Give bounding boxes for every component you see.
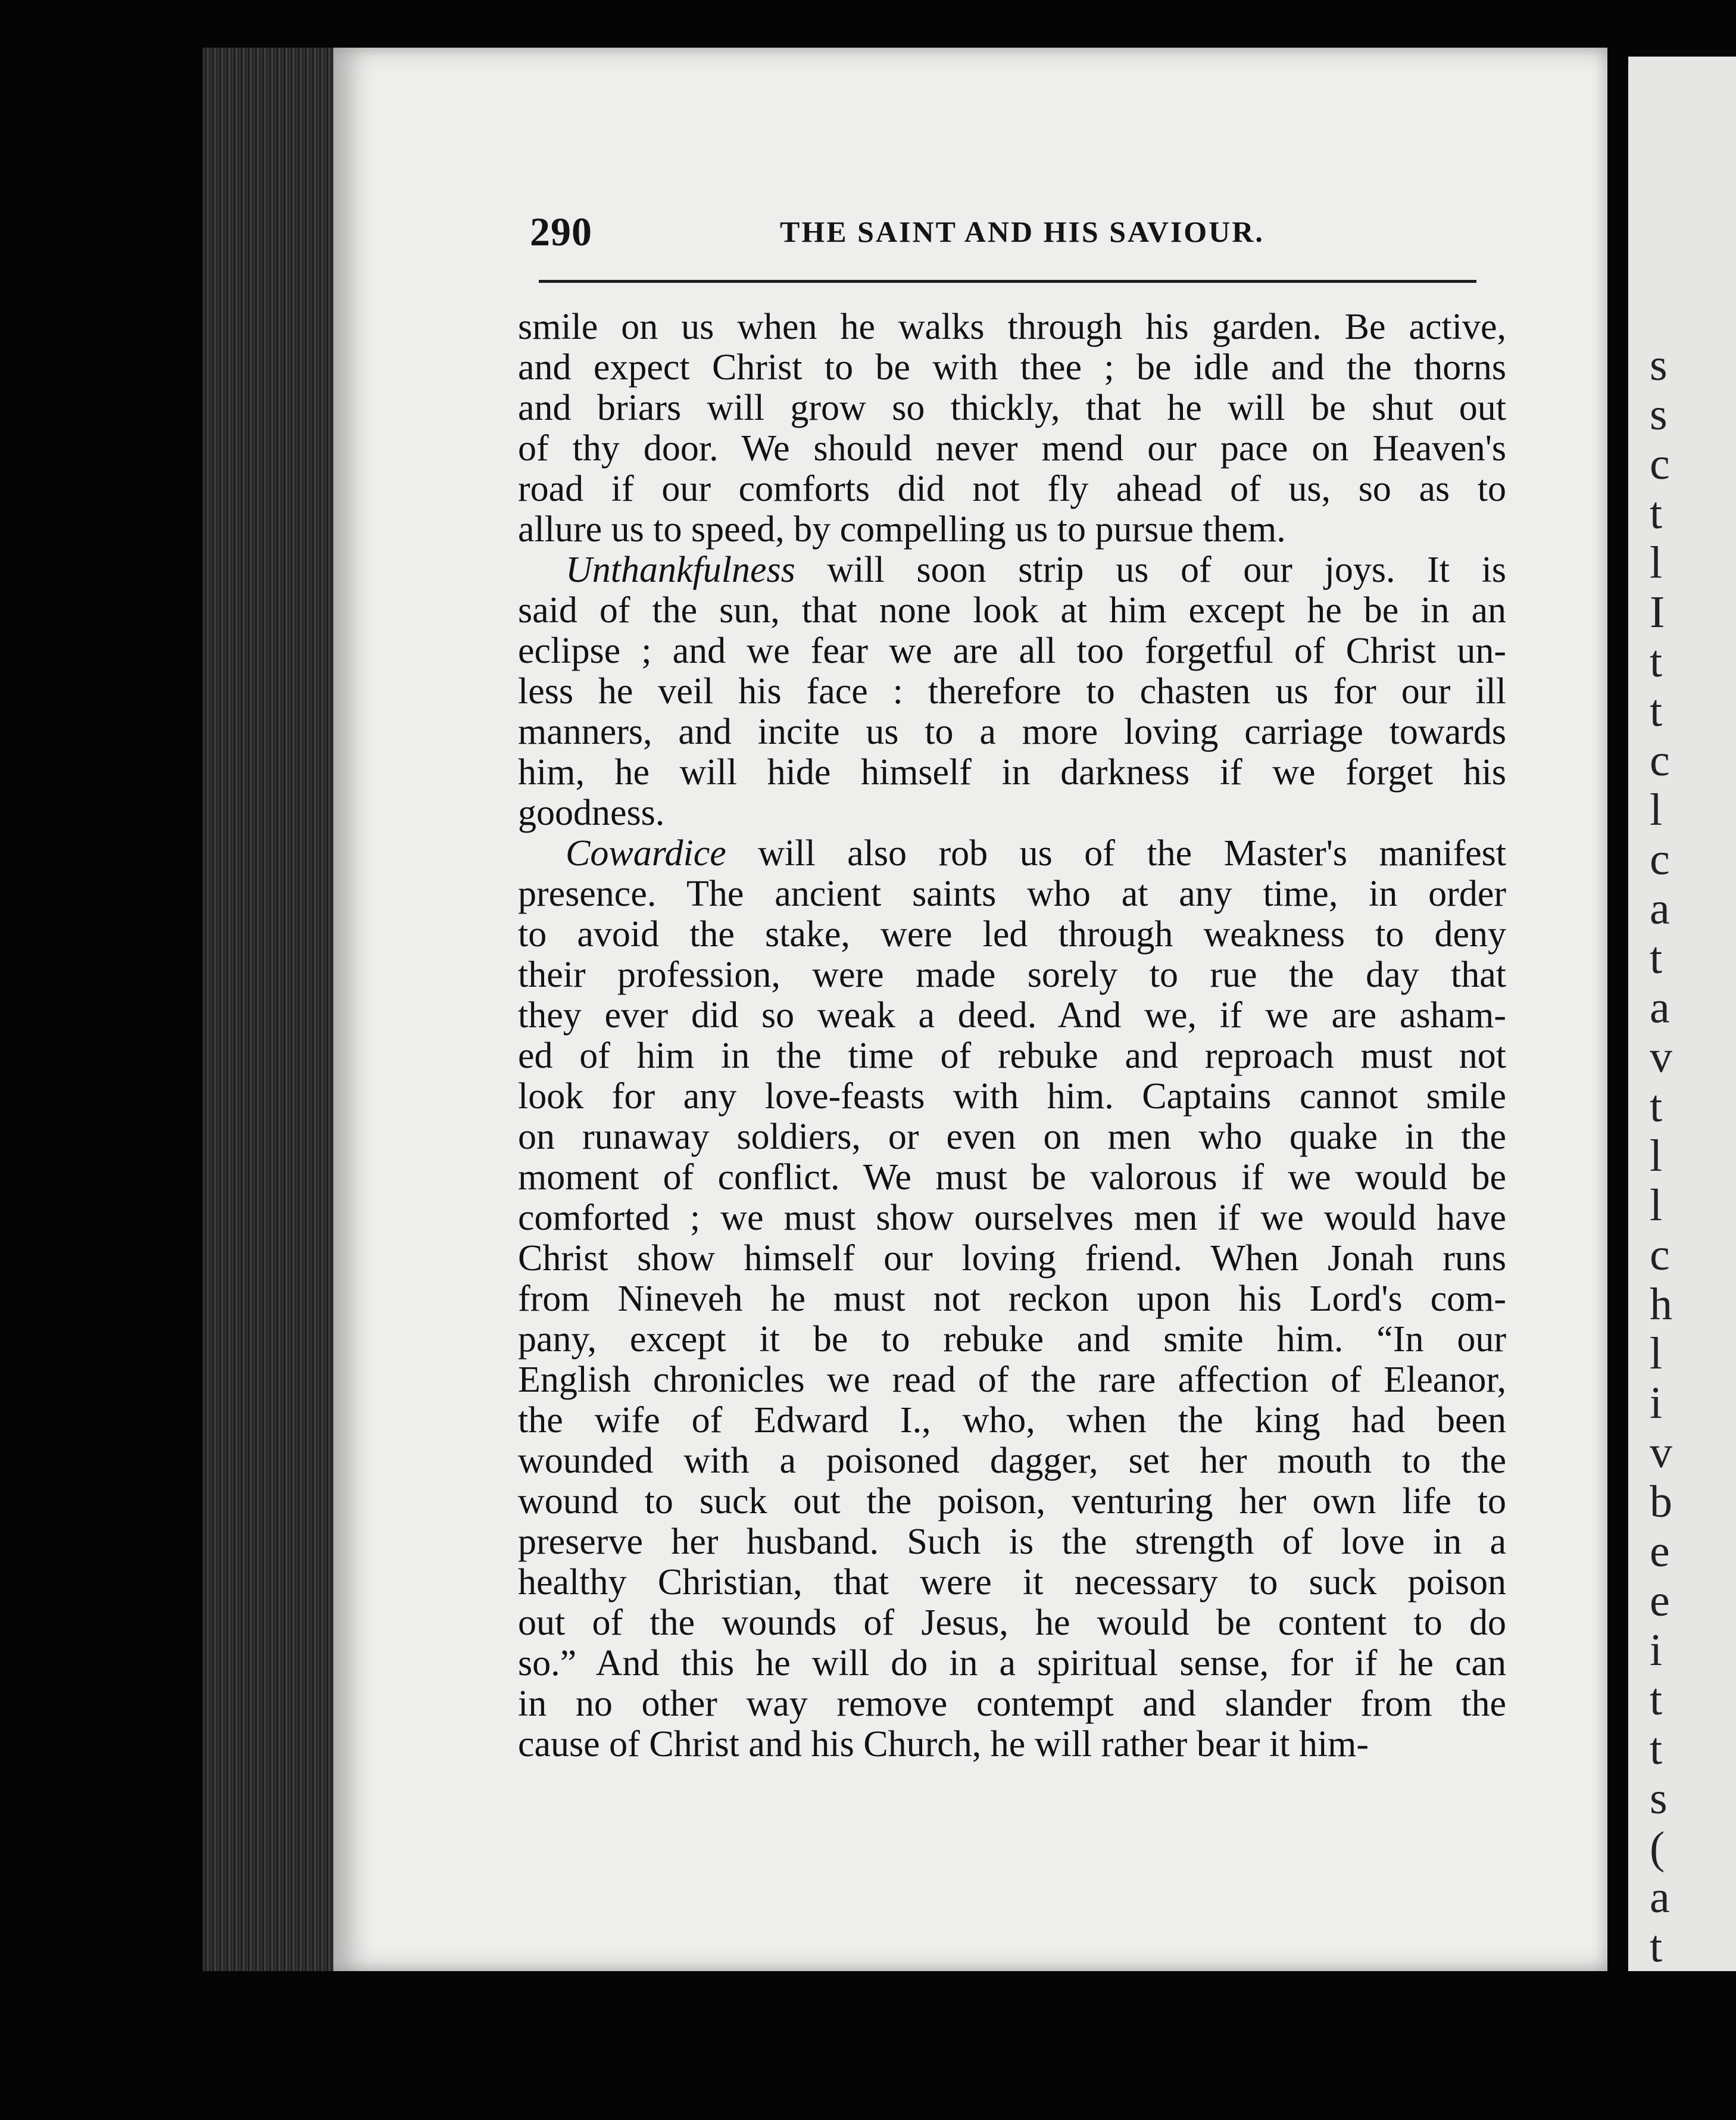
- facing-page-fragment: s: [1650, 1773, 1668, 1823]
- text-line: comforted ; we must show ourselves men if we would have: [518, 1198, 1506, 1238]
- page-number: 290: [530, 209, 592, 254]
- text-line: and briars will grow so thickly, that he will be shut out: [518, 388, 1506, 428]
- italic-lead-word: Unthankfulness: [566, 550, 795, 590]
- facing-page-fragment: I: [1650, 587, 1665, 637]
- text-line: and expect Christ to be with thee ; be idle and the thorns: [518, 347, 1506, 388]
- facing-page-fragment: s: [1650, 389, 1668, 439]
- text-line: the wife of Edward I., who, when the king had been: [518, 1400, 1506, 1441]
- facing-page-fragment: t: [1650, 1675, 1663, 1725]
- facing-page-fragment: i: [1650, 1378, 1663, 1428]
- facing-page-fragment: b: [1650, 1477, 1672, 1527]
- facing-page-fragment: e: [1650, 1526, 1670, 1576]
- facing-page-fragment: t: [1650, 933, 1663, 983]
- italic-lead-word: Cowardice: [566, 833, 726, 874]
- text-line: of thy door. We should never mend our pace on Heaven's: [518, 428, 1506, 469]
- text-line: look for any love-feasts with him. Captains cannot smile: [518, 1076, 1506, 1117]
- facing-page-fragment: l: [1650, 538, 1663, 588]
- text-line-rest: will soon strip us of our joys. It is: [795, 550, 1506, 590]
- facing-page-fragment: c: [1650, 1230, 1670, 1280]
- text-line: goodness.: [518, 793, 665, 833]
- text-line: preserve her husband. Such is the strength of love in a: [518, 1522, 1506, 1562]
- text-line: out of the wounds of Jesus, he would be content to do: [518, 1603, 1506, 1643]
- facing-page-fragment: a: [1650, 1872, 1670, 1922]
- facing-page-fragment: l: [1650, 1131, 1663, 1181]
- paragraph: [518, 833, 1506, 1764]
- text-line: allure us to speed, by compelling us to pursue them.: [518, 509, 1286, 550]
- facing-page-fragment: t: [1650, 686, 1663, 736]
- facing-page-fragment: e: [1650, 1576, 1670, 1626]
- facing-page-fragment: v: [1650, 1427, 1672, 1477]
- facing-page-fragment: t: [1650, 1081, 1663, 1131]
- text-line: ed of him in the time of rebuke and reproach must not: [518, 1036, 1506, 1076]
- paragraph: [518, 307, 1506, 550]
- text-line: to avoid the stake, were led through weakness to deny: [518, 914, 1506, 955]
- text-line-rest: will also rob us of the Master's manifest: [726, 833, 1506, 874]
- paragraph: [518, 550, 1506, 833]
- facing-page-fragment: h: [1650, 1279, 1672, 1329]
- page-edge-stack: [202, 48, 348, 1971]
- facing-page-strip: [1628, 57, 1736, 1971]
- text-line: wounded with a poisoned dagger, set her mouth to the: [518, 1441, 1506, 1481]
- body-text: [518, 307, 1506, 1819]
- text-line: less he veil his face : therefore to chasten us for our ill: [518, 671, 1506, 712]
- text-line: presence. The ancient saints who at any time, in order: [518, 874, 1506, 914]
- text-line: wound to suck out the poison, venturing her own life to: [518, 1481, 1506, 1522]
- facing-page-fragment: a: [1650, 884, 1670, 934]
- text-line: smile on us when he walks through his garden. Be active,: [518, 307, 1506, 347]
- page-header: [530, 208, 1476, 268]
- text-line: their profession, were made sorely to rue the day that: [518, 955, 1506, 995]
- facing-page-fragment: a: [1650, 983, 1670, 1033]
- text-line: him, he will hide himself in darkness if we forget his: [518, 752, 1506, 793]
- facing-page-fragment: l: [1650, 785, 1663, 835]
- facing-page-fragment: t: [1650, 1922, 1663, 1972]
- text-line: moment of conflict. We must be valorous if we would be: [518, 1157, 1506, 1198]
- text-line: cause of Christ and his Church, he will rather bear it him-: [518, 1724, 1369, 1764]
- text-line: road if our comforts did not fly ahead of us, so as to: [518, 469, 1506, 509]
- facing-page-fragment: (: [1650, 1823, 1665, 1873]
- facing-page-fragment: c: [1650, 735, 1670, 785]
- text-line: Christ show himself our loving friend. When Jonah runs: [518, 1238, 1506, 1279]
- text-line: in no other way remove contempt and slander from the: [518, 1683, 1506, 1724]
- text-line: manners, and incite us to a more loving carriage towards: [518, 712, 1506, 752]
- text-line: healthy Christian, that were it necessary to suck poison: [518, 1562, 1506, 1603]
- facing-page-fragment: c: [1650, 834, 1670, 884]
- text-line: from Nineveh he must not reckon upon his Lord's com-: [518, 1279, 1506, 1319]
- facing-page-fragment: t: [1650, 637, 1663, 687]
- facing-page-fragment: l: [1650, 1329, 1663, 1379]
- facing-page-fragment: t: [1650, 1724, 1663, 1774]
- facing-page-fragment: c: [1650, 439, 1670, 489]
- text-line: [518, 833, 1506, 874]
- text-line: eclipse ; and we fear we are all too forgetful of Christ un-: [518, 631, 1506, 671]
- text-line: said of the sun, that none look at him except he be in an: [518, 590, 1506, 631]
- header-rule: [539, 280, 1476, 283]
- text-line: on runaway soldiers, or even on men who quake in the: [518, 1117, 1506, 1157]
- running-title: THE SAINT AND HIS SAVIOUR.: [780, 215, 1264, 248]
- facing-page-fragment: l: [1650, 1180, 1663, 1230]
- text-line: they ever did so weak a deed. And we, if we are asham-: [518, 995, 1506, 1036]
- text-line: English chronicles we read of the rare affection of Eleanor,: [518, 1360, 1506, 1400]
- text-line: so.” And this he will do in a spiritual sense, for if he can: [518, 1643, 1506, 1683]
- text-line: pany, except it be to rebuke and smite him. “In our: [518, 1319, 1506, 1360]
- facing-page-fragment: s: [1650, 340, 1668, 390]
- text-line: [518, 550, 1506, 590]
- facing-page-fragment: i: [1650, 1625, 1663, 1675]
- facing-page-fragment: v: [1650, 1032, 1672, 1082]
- facing-page-fragment: t: [1650, 488, 1663, 538]
